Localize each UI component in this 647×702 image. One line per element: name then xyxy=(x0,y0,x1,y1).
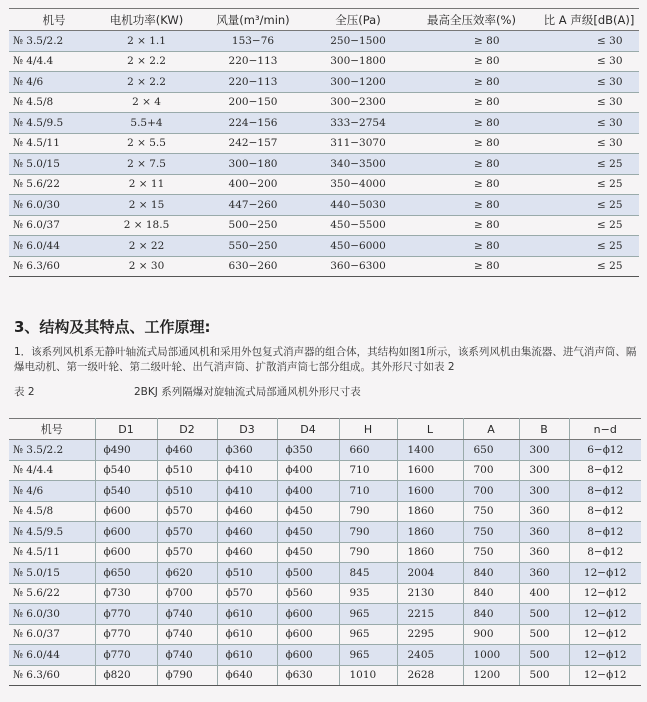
table-row xyxy=(9,72,639,93)
table-cell: ϕ450 xyxy=(277,522,339,543)
table-cell: 5.5+4 xyxy=(99,113,194,134)
table-cell: 2295 xyxy=(397,624,463,645)
table-row xyxy=(9,542,641,563)
table-cell: ϕ610 xyxy=(217,645,277,666)
table-cell: ϕ400 xyxy=(277,481,339,502)
table-cell: № 4/6 xyxy=(9,481,95,502)
table-cell: № 6.0/37 xyxy=(9,624,95,645)
table-cell: ≤ 30 xyxy=(539,92,639,113)
table-cell: ≥ 80 xyxy=(404,195,539,216)
table-cell: 250−1500 xyxy=(312,31,404,52)
table-cell: 12−ϕ12 xyxy=(569,624,641,645)
table-cell: 2405 xyxy=(397,645,463,666)
table-cell: № 4/4.4 xyxy=(9,460,95,481)
table-cell: 840 xyxy=(463,563,519,584)
table-cell: 710 xyxy=(339,460,397,481)
table-row xyxy=(9,604,641,625)
table-cell: ≤ 25 xyxy=(539,215,639,236)
table-caption-number: 表 2 xyxy=(14,386,35,398)
table-cell: 360 xyxy=(519,501,569,522)
table-cell: 220−113 xyxy=(194,51,312,72)
table-cell: 700 xyxy=(463,481,519,502)
table-cell: ϕ770 xyxy=(95,604,157,625)
table-cell: № 4.5/8 xyxy=(9,92,99,113)
table-row xyxy=(9,154,639,175)
table-cell: 12−ϕ12 xyxy=(569,665,641,686)
table-cell: 360−6300 xyxy=(312,256,404,277)
table-cell: ϕ450 xyxy=(277,501,339,522)
table-cell: 2004 xyxy=(397,563,463,584)
table-cell: 845 xyxy=(339,563,397,584)
table-cell: 450−5500 xyxy=(312,215,404,236)
table-cell: 500 xyxy=(519,624,569,645)
column-header: D4 xyxy=(277,419,339,440)
table-cell: ϕ460 xyxy=(217,522,277,543)
table-cell: 935 xyxy=(339,583,397,604)
table-cell: ϕ630 xyxy=(277,665,339,686)
table-cell: 1010 xyxy=(339,665,397,686)
column-header: 机号 xyxy=(9,9,99,31)
table-cell: 300−1200 xyxy=(312,72,404,93)
table-row xyxy=(9,256,639,277)
table-header-row xyxy=(9,9,639,31)
table-cell: ϕ350 xyxy=(277,440,339,461)
column-header: B xyxy=(519,419,569,440)
table-cell: ϕ700 xyxy=(157,583,217,604)
column-header: L xyxy=(397,419,463,440)
table-cell: ϕ500 xyxy=(277,563,339,584)
table-row xyxy=(9,665,641,686)
table-cell: ϕ460 xyxy=(217,501,277,522)
table-cell: 300 xyxy=(519,481,569,502)
table-cell: ϕ540 xyxy=(95,460,157,481)
table-cell: № 4/6 xyxy=(9,72,99,93)
table-cell: ≤ 25 xyxy=(539,236,639,257)
column-header: A xyxy=(463,419,519,440)
table-cell: 840 xyxy=(463,604,519,625)
table-cell: 300−180 xyxy=(194,154,312,175)
table-cell: ≥ 80 xyxy=(404,236,539,257)
table-cell: № 5.0/15 xyxy=(9,563,95,584)
table-cell: ≤ 25 xyxy=(539,195,639,216)
table-cell: № 6.0/44 xyxy=(9,645,95,666)
table-cell: № 6.0/37 xyxy=(9,215,99,236)
table-cell: 447−260 xyxy=(194,195,312,216)
table-cell: № 5.6/22 xyxy=(9,583,95,604)
table-cell: 965 xyxy=(339,624,397,645)
table-cell: № 4.5/9.5 xyxy=(9,522,95,543)
performance-table xyxy=(9,8,639,277)
table-cell: 840 xyxy=(463,583,519,604)
table-cell: 500−250 xyxy=(194,215,312,236)
table-cell: 2 × 22 xyxy=(99,236,194,257)
table-cell: ≥ 80 xyxy=(404,133,539,154)
table-row xyxy=(9,51,639,72)
table-cell: № 6.0/30 xyxy=(9,195,99,216)
table-cell: ϕ540 xyxy=(95,481,157,502)
table-cell: ϕ490 xyxy=(95,440,157,461)
table-row xyxy=(9,195,639,216)
table-cell: ≤ 30 xyxy=(539,31,639,52)
table-cell: ϕ510 xyxy=(157,460,217,481)
table-cell: 360 xyxy=(519,542,569,563)
table-cell: 965 xyxy=(339,604,397,625)
table-cell: ≥ 80 xyxy=(404,51,539,72)
table-cell: № 4.5/11 xyxy=(9,133,99,154)
table-cell: № 6.0/44 xyxy=(9,236,99,257)
column-header: 电机功率(KW) xyxy=(99,9,194,31)
table-cell: 750 xyxy=(463,501,519,522)
table-caption-title: 2BKJ 系列隔爆对旋轴流式局部通风机外形尺寸表 xyxy=(134,386,361,398)
table-cell: ϕ410 xyxy=(217,481,277,502)
table-cell: 400 xyxy=(519,583,569,604)
column-header: 机号 xyxy=(9,419,95,440)
table-cell: ϕ560 xyxy=(277,583,339,604)
table-cell: 8−ϕ12 xyxy=(569,542,641,563)
table-cell: 790 xyxy=(339,542,397,563)
table-cell: ϕ640 xyxy=(217,665,277,686)
table-cell: 710 xyxy=(339,481,397,502)
table-row xyxy=(9,215,639,236)
column-header: D3 xyxy=(217,419,277,440)
table-cell: 360 xyxy=(519,522,569,543)
table-row xyxy=(9,236,639,257)
table-cell: 8−ϕ12 xyxy=(569,460,641,481)
table-cell: 8−ϕ12 xyxy=(569,522,641,543)
table-cell: 242−157 xyxy=(194,133,312,154)
table-cell: 2628 xyxy=(397,665,463,686)
table-cell: 2 × 5.5 xyxy=(99,133,194,154)
table-row xyxy=(9,113,639,134)
table-cell: 333−2754 xyxy=(312,113,404,134)
table-cell: ≤ 30 xyxy=(539,133,639,154)
table-cell: ϕ770 xyxy=(95,645,157,666)
table-cell: 300−2300 xyxy=(312,92,404,113)
table-cell: 8−ϕ12 xyxy=(569,501,641,522)
table-row xyxy=(9,501,641,522)
column-header: D1 xyxy=(95,419,157,440)
table-cell: ϕ600 xyxy=(277,604,339,625)
table-cell: 12−ϕ12 xyxy=(569,563,641,584)
table-cell: 550−250 xyxy=(194,236,312,257)
table-cell: 12−ϕ12 xyxy=(569,604,641,625)
table-cell: 2 × 18.5 xyxy=(99,215,194,236)
table-cell: ≥ 80 xyxy=(404,174,539,195)
table-row xyxy=(9,645,641,666)
table-cell: № 6.3/60 xyxy=(9,665,95,686)
table-cell: 500 xyxy=(519,604,569,625)
table-cell: ≤ 30 xyxy=(539,113,639,134)
table-cell: 12−ϕ12 xyxy=(569,645,641,666)
table-cell: ϕ770 xyxy=(95,624,157,645)
table-row xyxy=(9,92,639,113)
table-cell: ϕ600 xyxy=(277,645,339,666)
table-cell: 500 xyxy=(519,665,569,686)
table-cell: 2 × 11 xyxy=(99,174,194,195)
table-cell: № 4.5/8 xyxy=(9,501,95,522)
table-cell: ϕ790 xyxy=(157,665,217,686)
table-row xyxy=(9,481,641,502)
table-cell: 1400 xyxy=(397,440,463,461)
table-cell: 1600 xyxy=(397,460,463,481)
table-cell: 8−ϕ12 xyxy=(569,481,641,502)
table-cell: ϕ600 xyxy=(277,624,339,645)
table-cell: ϕ570 xyxy=(157,542,217,563)
table-row xyxy=(9,440,641,461)
section-paragraph: 1．该系列风机系无静叶轴流式局部通风机和采用外包复式消声器的组合体，其结构如图1所示，该系列风机由集流器、进气消声筒、隔爆电动机、第一级叶轮、第二级叶轮、出气消声筒、扩散消声筒七部分组成。其外形尺寸如表 2 xyxy=(14,346,637,373)
table-cell: 440−5030 xyxy=(312,195,404,216)
table-cell: № 3.5/2.2 xyxy=(9,31,99,52)
table-header-row xyxy=(9,419,641,440)
table-cell: ϕ600 xyxy=(95,542,157,563)
table-cell: ϕ610 xyxy=(217,604,277,625)
table-cell: ≤ 25 xyxy=(539,154,639,175)
table-cell: № 6.0/30 xyxy=(9,604,95,625)
table-cell: 900 xyxy=(463,624,519,645)
table-cell: 220−113 xyxy=(194,72,312,93)
column-header: 风量(m³/min) xyxy=(194,9,312,31)
table-cell: ϕ570 xyxy=(157,501,217,522)
table-cell: 1000 xyxy=(463,645,519,666)
table-cell: ϕ620 xyxy=(157,563,217,584)
table-cell: ≥ 80 xyxy=(404,31,539,52)
table-cell: ϕ820 xyxy=(95,665,157,686)
table-cell: 350−4000 xyxy=(312,174,404,195)
column-header: D2 xyxy=(157,419,217,440)
table-cell: 660 xyxy=(339,440,397,461)
column-header: 全压(Pa) xyxy=(312,9,404,31)
table-cell: 500 xyxy=(519,645,569,666)
column-header: 最高全压效率(%) xyxy=(404,9,539,31)
table-cell: 2215 xyxy=(397,604,463,625)
section-heading: 3、结构及其特点、工作原理: xyxy=(14,318,211,336)
table-cell: 1860 xyxy=(397,501,463,522)
table-cell: ϕ360 xyxy=(217,440,277,461)
table-cell: ≤ 25 xyxy=(539,174,639,195)
table-cell: 2 × 2.2 xyxy=(99,51,194,72)
table-cell: 2 × 30 xyxy=(99,256,194,277)
table-cell: 360 xyxy=(519,563,569,584)
table-cell: 311−3070 xyxy=(312,133,404,154)
table-cell: 2 × 2.2 xyxy=(99,72,194,93)
table-cell: № 5.6/22 xyxy=(9,174,99,195)
table-cell: 12−ϕ12 xyxy=(569,583,641,604)
table-cell: 2130 xyxy=(397,583,463,604)
table-cell: 300 xyxy=(519,460,569,481)
table-cell: 153−76 xyxy=(194,31,312,52)
table-row xyxy=(9,563,641,584)
table-cell: ≥ 80 xyxy=(404,154,539,175)
table-cell: ϕ600 xyxy=(95,501,157,522)
table-cell: № 4/4.4 xyxy=(9,51,99,72)
table-cell: ϕ510 xyxy=(217,563,277,584)
table-cell: ϕ740 xyxy=(157,624,217,645)
table-cell: 1600 xyxy=(397,481,463,502)
table-row xyxy=(9,31,639,52)
table-cell: ϕ570 xyxy=(217,583,277,604)
table-cell: № 4.5/9.5 xyxy=(9,113,99,134)
table-cell: 224−156 xyxy=(194,113,312,134)
table-cell: 1860 xyxy=(397,542,463,563)
table-cell: 200−150 xyxy=(194,92,312,113)
table-cell: 6−ϕ12 xyxy=(569,440,641,461)
table-cell: 2 × 1.1 xyxy=(99,31,194,52)
table-cell: 2 × 15 xyxy=(99,195,194,216)
table-cell: ϕ460 xyxy=(157,440,217,461)
table-cell: 450−6000 xyxy=(312,236,404,257)
table-row xyxy=(9,624,641,645)
table-cell: 750 xyxy=(463,542,519,563)
table-cell: 2 × 4 xyxy=(99,92,194,113)
table-cell: ϕ570 xyxy=(157,522,217,543)
table-cell: ≥ 80 xyxy=(404,113,539,134)
table-cell: № 4.5/11 xyxy=(9,542,95,563)
table-cell: 1200 xyxy=(463,665,519,686)
table-cell: ϕ740 xyxy=(157,645,217,666)
table-cell: ϕ510 xyxy=(157,481,217,502)
column-header: 比 A 声级[dB(A)] xyxy=(539,9,639,31)
table-cell: ϕ730 xyxy=(95,583,157,604)
column-header: n−d xyxy=(569,419,641,440)
table-cell: № 5.0/15 xyxy=(9,154,99,175)
table-cell: ≥ 80 xyxy=(404,215,539,236)
table-cell: 340−3500 xyxy=(312,154,404,175)
column-header: H xyxy=(339,419,397,440)
table-cell: 790 xyxy=(339,522,397,543)
table-cell: ≥ 80 xyxy=(404,92,539,113)
table-cell: 965 xyxy=(339,645,397,666)
table-cell: 750 xyxy=(463,522,519,543)
table-cell: ϕ410 xyxy=(217,460,277,481)
table-cell: ≤ 30 xyxy=(539,72,639,93)
dimension-table xyxy=(9,418,641,686)
table-cell: ϕ600 xyxy=(95,522,157,543)
table-cell: 400−200 xyxy=(194,174,312,195)
table-cell: 630−260 xyxy=(194,256,312,277)
table-row xyxy=(9,174,639,195)
table-row xyxy=(9,133,639,154)
table-cell: 2 × 7.5 xyxy=(99,154,194,175)
table-cell: 790 xyxy=(339,501,397,522)
table-cell: 300−1800 xyxy=(312,51,404,72)
table-cell: № 6.3/60 xyxy=(9,256,99,277)
table-row xyxy=(9,583,641,604)
table-cell: ϕ610 xyxy=(217,624,277,645)
table-cell: № 3.5/2.2 xyxy=(9,440,95,461)
table-cell: ≥ 80 xyxy=(404,72,539,93)
table-cell: 300 xyxy=(519,440,569,461)
table-cell: ϕ650 xyxy=(95,563,157,584)
table-cell: 700 xyxy=(463,460,519,481)
table-cell: 650 xyxy=(463,440,519,461)
table-row xyxy=(9,522,641,543)
table-cell: ϕ400 xyxy=(277,460,339,481)
table-cell: ≤ 25 xyxy=(539,256,639,277)
table-cell: ϕ460 xyxy=(217,542,277,563)
table-cell: ϕ740 xyxy=(157,604,217,625)
table-row xyxy=(9,460,641,481)
table-cell: ≤ 30 xyxy=(539,51,639,72)
table-cell: 1860 xyxy=(397,522,463,543)
table-cell: ≥ 80 xyxy=(404,256,539,277)
table-cell: ϕ450 xyxy=(277,542,339,563)
